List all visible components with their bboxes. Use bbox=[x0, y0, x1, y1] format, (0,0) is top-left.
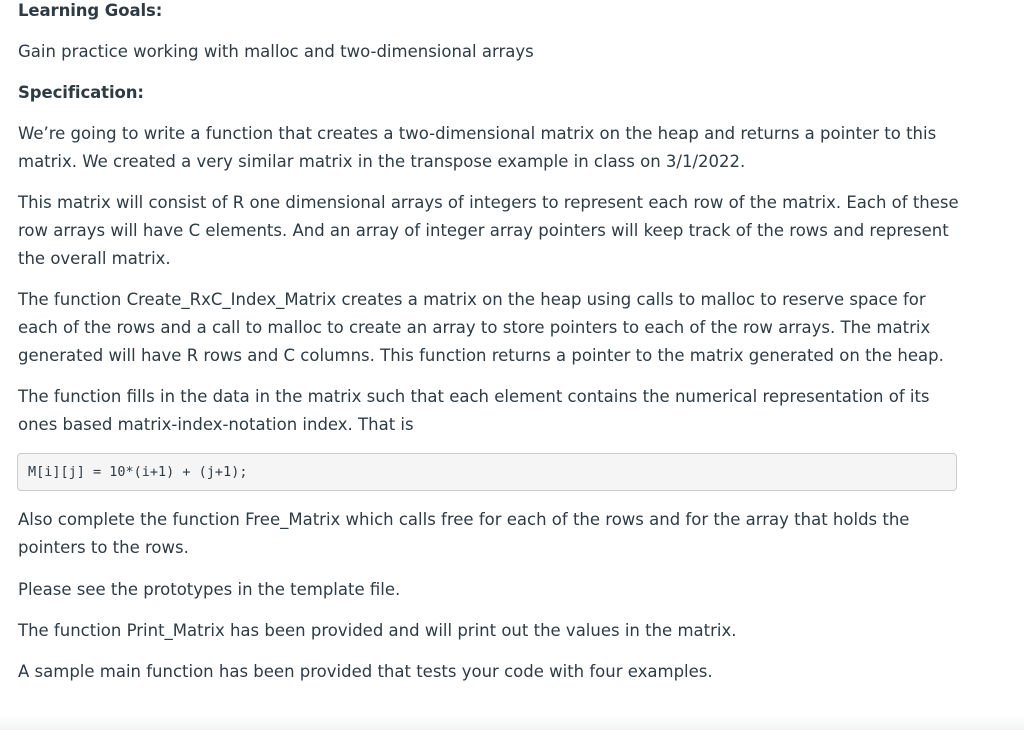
spec-paragraph-fill-data: The function fills in the data in the matrix such that each element contains the numerical representation of its ones based matrix-index-notation index. That is bbox=[18, 387, 930, 434]
code-snippet: M[i][j] = 10*(i+1) + (j+1); bbox=[17, 453, 957, 491]
spec-paragraph-intro: We’re going to write a function that creates a two-dimensional matrix on the heap and returns a pointer to this matrix. We created a very similar matrix in the transpose example in class on 3/1/2022. bbox=[18, 124, 937, 171]
spec-paragraph-create-function: The function Create_RxC_Index_Matrix creates a matrix on the heap using calls to malloc to reserve space for each of the rows and a call to malloc to create an array to store pointers to each of the row arrays. The matrix generated will have R rows and C columns. This function returns a pointer to the matrix generated on the heap. bbox=[18, 290, 944, 365]
bottom-divider bbox=[0, 716, 1024, 730]
spec-paragraph-matrix-structure: This matrix will consist of R one dimensional arrays of integers to represent each row of the matrix. Each of these row arrays will have C elements. And an array of integer array pointers will keep track of the rows and represent the overall matrix. bbox=[18, 193, 959, 268]
spec-paragraph-prototypes: Please see the prototypes in the template file. bbox=[18, 580, 401, 599]
spec-paragraph-free-function: Also complete the function Free_Matrix which calls free for each of the rows and for the array that holds the pointers to the rows. bbox=[18, 510, 910, 557]
spec-paragraph-print-function: The function Print_Matrix has been provided and will print out the values in the matrix. bbox=[18, 621, 737, 640]
spec-paragraph-sample-main: A sample main function has been provided that tests your code with four examples. bbox=[18, 662, 713, 681]
learning-goals-heading: Learning Goals: bbox=[18, 1, 163, 20]
learning-goals-text: Gain practice working with malloc and two-dimensional arrays bbox=[18, 42, 534, 61]
specification-heading: Specification: bbox=[18, 83, 144, 102]
